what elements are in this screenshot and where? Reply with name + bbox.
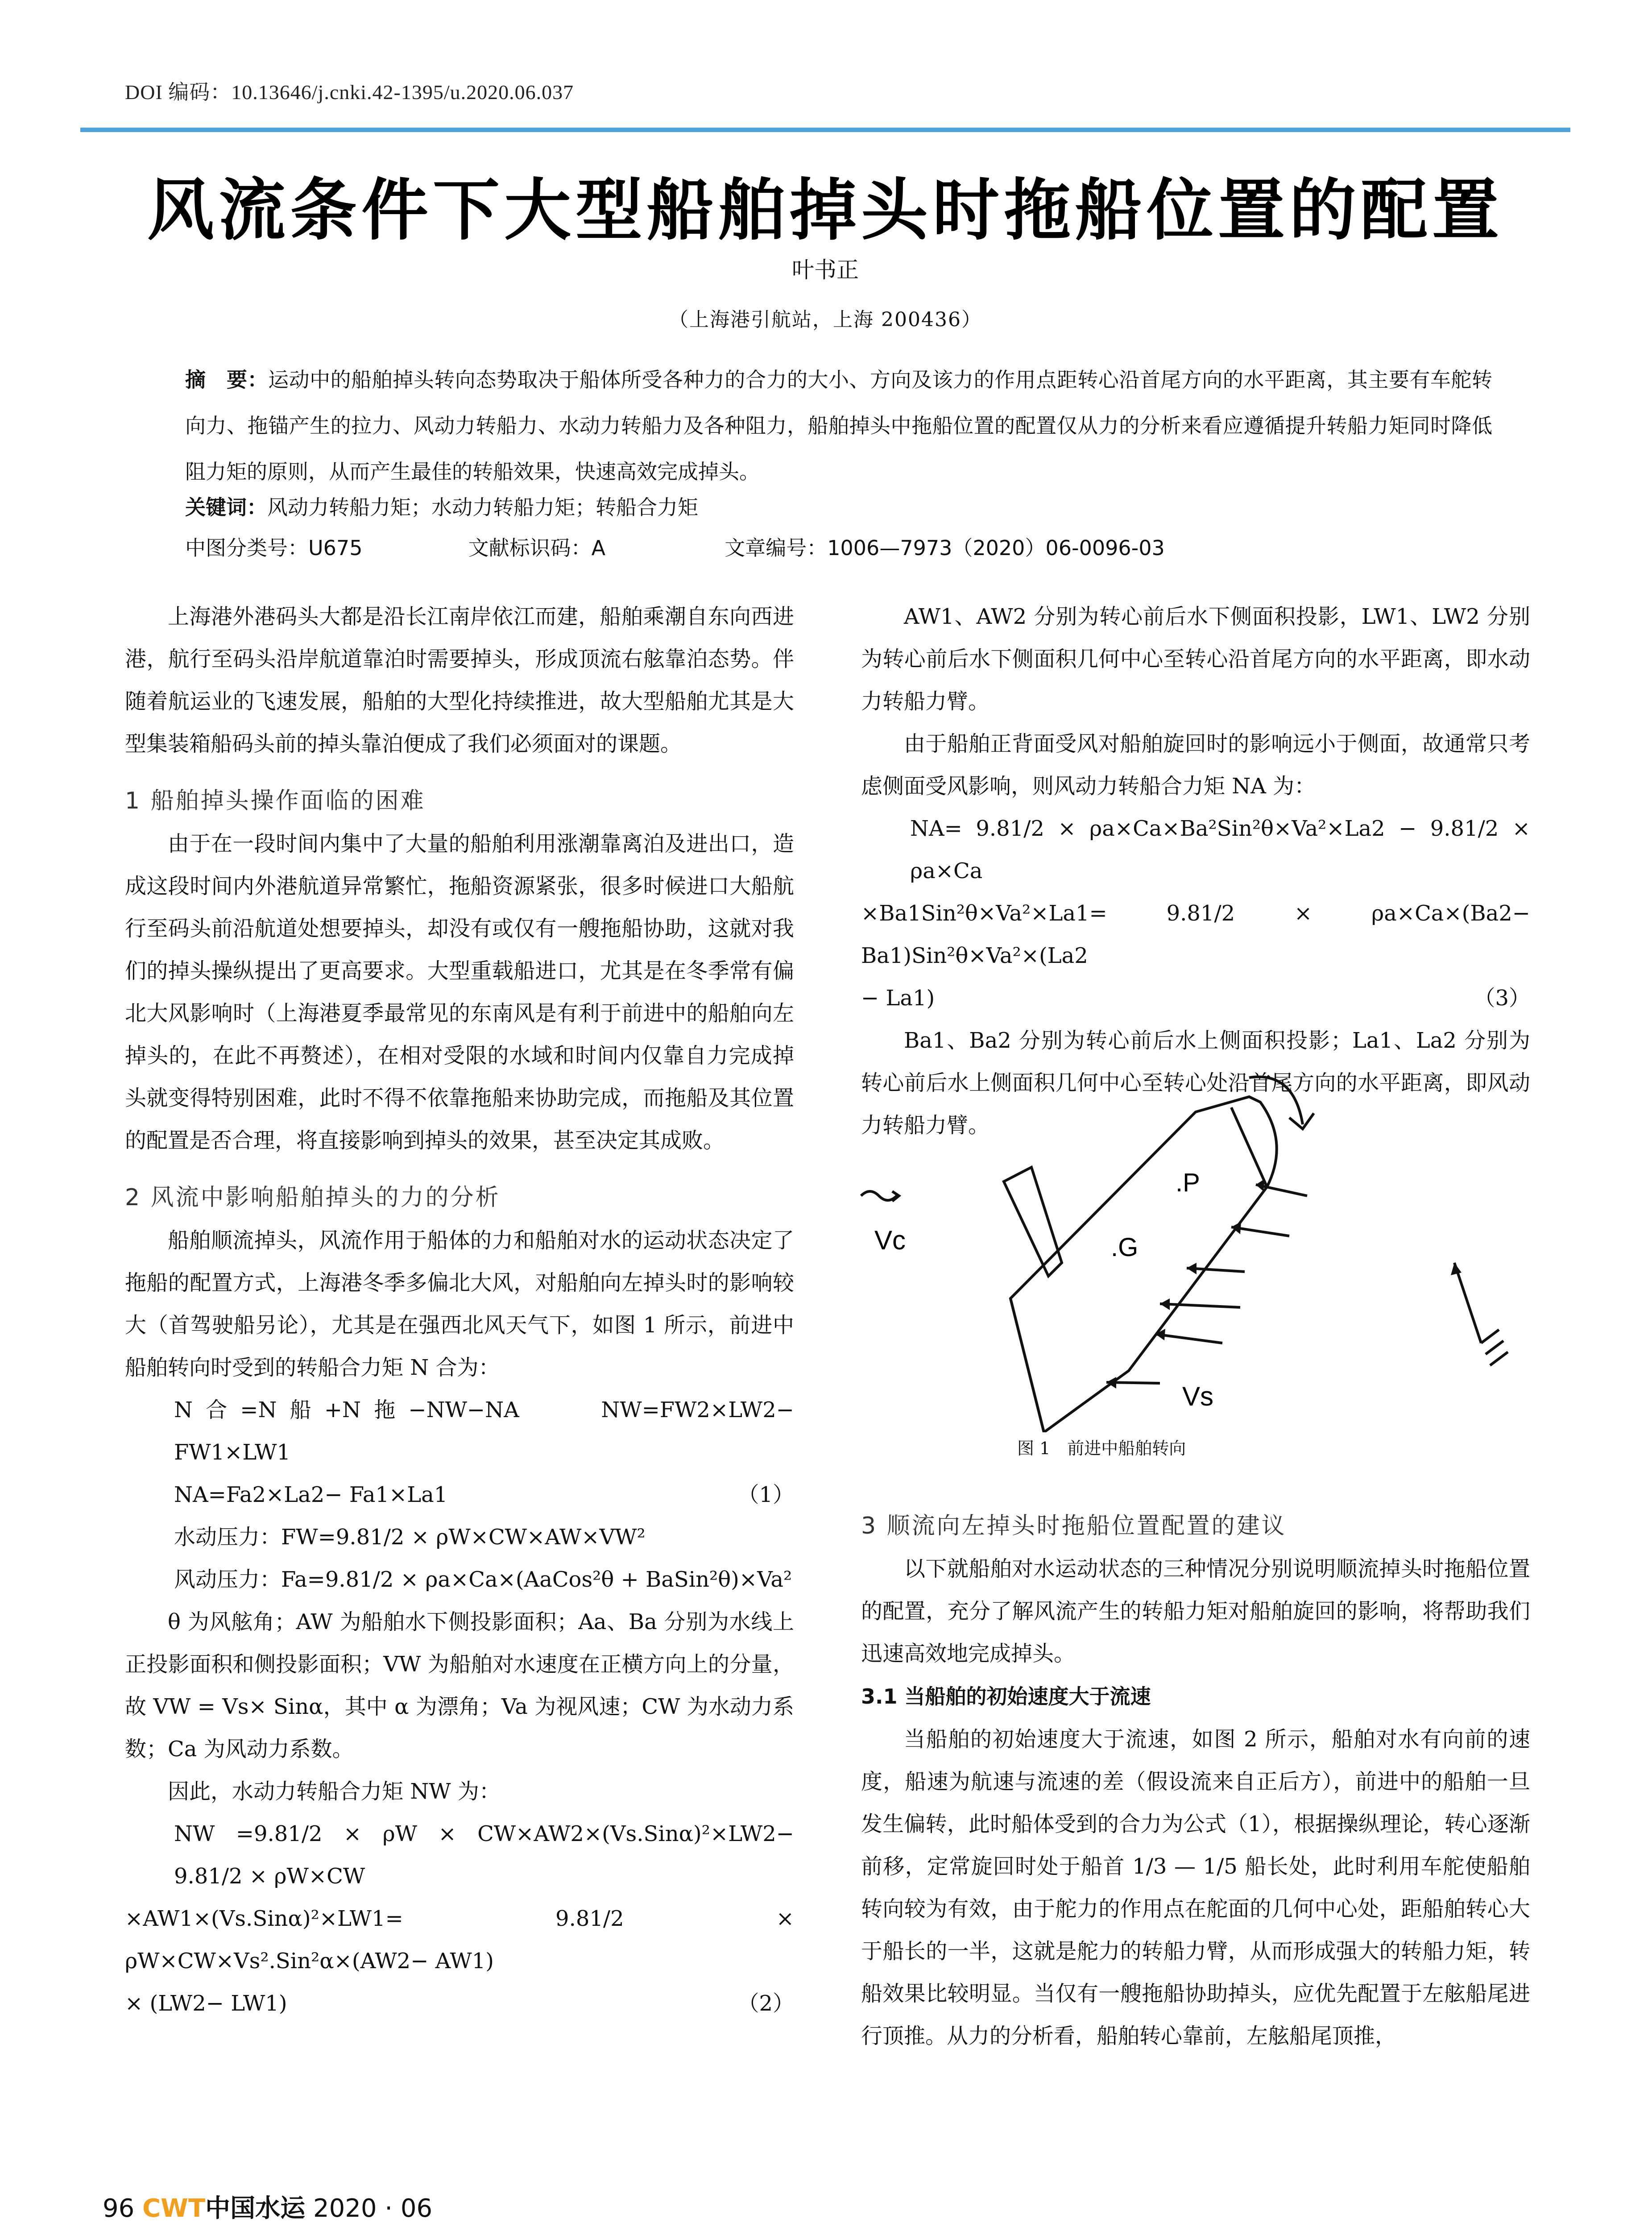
abstract	[185, 357, 1492, 495]
equation-fa: 风动压力：Fa=9.81/2 × ρa×Ca×(AaCos²θ + BaSin²θ)×Va²	[174, 1567, 792, 1592]
wind-barb-icon	[1481, 1330, 1508, 1365]
label-vs: Vs	[1182, 1381, 1214, 1411]
abstract-label: 摘 要：	[185, 368, 269, 392]
label-p: .P	[1176, 1168, 1200, 1197]
equation-3c-text: − La1)	[861, 986, 935, 1011]
equation-2a: NW =9.81/2 × ρW × CW×AW2×(Vs.Sinα)²×LW2− 9.81/2 × ρW×CW	[174, 1821, 801, 1889]
equation-3b: ×Ba1Sin²θ×Va²×La1= 9.81/2 × ρa×Ca×(Ba2− Ba1)Sin²θ×Va²×(La2	[861, 901, 1537, 968]
left-column	[125, 596, 801, 2025]
equation-2c-text: × (LW2− LW1)	[125, 1991, 287, 2016]
equation-3-number: （3）	[1474, 986, 1530, 1011]
section-3-paragraph: 以下就船舶对水运动状态的三种情况分别说明顺流掉头时拖船位置的配置，充分了解风流产生的转船力矩对船舶旋回的影响，将帮助我们迅速高效地完成掉头。	[861, 1556, 1530, 1666]
journal-name: 中国水运	[205, 2194, 306, 2223]
equation-1a: N合=N船+N拖−NW−NA NW=FW2×LW2− FW1×LW1	[174, 1397, 801, 1465]
current-arrowhead-4-icon	[1160, 1298, 1170, 1310]
ship-turning-diagram	[857, 1075, 1526, 1432]
intro-paragraph: 上海港外港码头大都是沿长江南岸依江而建，船舶乘潮自东向西进港，航行至码头沿岸航道靠泊时需要掉头，形成顶流右舷靠泊态势。伴随着航运业的飞速发展，船舶的大型化持续推进，故大型船舶尤其是大型集装箱船码头前的掉头靠泊便成了我们必须面对的课题。	[125, 604, 794, 756]
keywords-label: 关键词：	[185, 495, 267, 519]
equation-1-number: （1）	[737, 1482, 794, 1507]
figure-1-caption: 图 1 前进中船舶转向	[1017, 1439, 1186, 1458]
journal-logo: CWT	[142, 2194, 206, 2223]
doi-line: DOI 编码：10.13646/j.cnki.42-1395/u.2020.06.037	[125, 81, 574, 104]
label-g: .G	[1111, 1233, 1139, 1262]
equation-fw: 水动压力：FW=9.81/2 × ρW×CW×AW×VW²	[174, 1525, 646, 1550]
equation-1b	[125, 1474, 794, 1516]
page-number: 96	[103, 2194, 135, 2223]
doc-code: 文献标识码：A	[468, 536, 606, 560]
label-vc: Vc	[874, 1225, 906, 1255]
section-3-heading: 3 顺流向左掉头时拖船位置配置的建议	[861, 1513, 1287, 1539]
current-arrow-4-icon	[1160, 1304, 1240, 1307]
section-2-heading: 2 风流中影响船舶掉头的力的分析	[125, 1184, 501, 1211]
right-paragraph-3: Ba1、Ba2 分别为转心前后水上侧面积投影；La1、La2 分别为转心前后水上侧面积几何中心至转心处沿首尾方向的水平距离，即风动力转船力臂。	[861, 1028, 1530, 1138]
current-arrowhead-3-icon	[1187, 1263, 1197, 1274]
current-arrow-5-icon	[1155, 1334, 1222, 1343]
page-footer	[103, 2189, 432, 2224]
journal-issue: 2020 · 06	[313, 2194, 433, 2223]
author-name: 叶书正	[792, 257, 859, 283]
right-column-bottom	[861, 1490, 1530, 2057]
section-3-1-paragraph: 当船舶的初始速度大于流速，如图 2 所示，船舶对水有向前的速度，船速为航速与流速的差（假设流来自正后方），前进中的船舶一旦发生偏转，此时船体受到的合力为公式（1），根据操纵理论，转心逐渐前移，定常旋回时处于船首 1/3 — 1/5 船长处，此时利用车舵使船舶转向较为有效，由于舵力的作用点在舵面的几何中心处，距船舶转心大于船长的一半，这就是舵力的转船力臂，从而形成强大的转船力矩，转船效果比较明显。当仅有一艘拖船协助掉头，应优先配置于左舷船尾进行顶推。从力的分析看，船舶转心靠前，左舷船尾顶推，	[861, 1727, 1530, 2049]
equation-2c	[125, 1982, 794, 2025]
ship-bow-line	[1231, 1107, 1267, 1187]
section-1-paragraph: 由于在一段时间内集中了大量的船舶利用涨潮靠离泊及进出口，造成这段时间内外港航道异常繁忙，拖船资源紧张，很多时候进口大船航行至码头前沿航道处想要掉头，却没有或仅有一艘拖船协助，这就对我们的掉头操纵提出了更高要求。大型重载船进口，尤其是在冬季常有偏北大风影响时（上海港夏季最常见的东南风是有利于前进中的船舶向左掉头的，在此不再赘述），在相对受限的水域和时间内仅靠自力完成掉头就变得特别困难，此时不得不依靠拖船来协助完成，而拖船及其位置的配置是否合理，将直接影响到掉头的效果，甚至决定其成败。	[125, 831, 794, 1153]
equation-3c	[861, 977, 1530, 1020]
tug-boat-shape	[1004, 1167, 1062, 1276]
affiliation: （上海港引航站，上海 200436）	[669, 308, 982, 331]
section-3-1-heading: 3.1 当船舶的初始速度大于流速	[861, 1684, 1151, 1708]
ship-stern-line	[1010, 1298, 1044, 1432]
section-2-paragraph-3: 因此，水动力转船合力矩 NW 为：	[168, 1779, 501, 1804]
clc-number: 中图分类号：U675	[185, 536, 363, 560]
current-arrowhead-1-icon	[1256, 1179, 1265, 1191]
section-1-heading: 1 船舶掉头操作面临的困难	[125, 788, 426, 814]
right-column-top	[861, 596, 1537, 1147]
right-paragraph-2: 由于船舶正背面受风对船舶旋回时的影响远小于侧面，故通常只考虑侧面受风影响，则风动力转船合力矩 NA 为：	[861, 731, 1530, 799]
keywords	[185, 489, 1492, 525]
header-rule	[80, 128, 1570, 132]
keywords-text: 风动力转船力矩；水动力转船力矩；转船合力矩	[267, 495, 698, 519]
abstract-text: 运动中的船舶掉头转向态势取决于船体所受各种力的合力的大小、方向及该力的作用点距转心沿首尾方向的水平距离，其主要有车舵转向力、拖锚产生的拉力、风动力转船力、水动力转船力及各种阻力，船舶掉头中拖船位置的配置仅从力的分析来看应遵循提升转船力矩同时降低阻力矩的原则，从而产生最佳的转船效果，快速高效完成掉头。	[185, 368, 1493, 484]
wind-arrow-icon	[861, 1191, 897, 1200]
figure-1	[857, 1075, 1526, 1434]
right-paragraph-1: AW1、AW2 分别为转心前后水下侧面积投影，LW1、LW2 分别为转心前后水下侧面积几何中心至转心沿首尾方向的水平距离，即水动力转船力臂。	[861, 604, 1530, 714]
paper-title: 风流条件下大型船舶掉头时拖船位置的配置	[147, 171, 1503, 249]
equation-1b-text: NA=Fa2×La2− Fa1×La1	[174, 1482, 448, 1507]
article-number: 文章编号：1006—7973（2020）06-0096-03	[725, 536, 1165, 560]
section-2-paragraph-1: 船舶顺流掉头，风流作用于船体的力和船舶对水的运动状态决定了拖船的配置方式，上海港冬季多偏北大风，对船舶向左掉头时的影响较大（首驾驶船另论），尤其是在强西北风天气下，如图 1 所示，前进中船舶转向时受到的转船合力矩 N 合为：	[125, 1228, 794, 1380]
equation-2b: ×AW1×(Vs.Sinα)²×LW1= 9.81/2 × ρW×CW×Vs².Sin²α×(AW2− AW1)	[125, 1906, 801, 1974]
classification-line	[185, 532, 1492, 564]
wind-direction-arrow-icon	[1454, 1263, 1481, 1343]
equation-3a: NA= 9.81/2 × ρa×Ca×Ba²Sin²θ×Va²×La2 − 9.81/2 × ρa×Ca	[910, 816, 1537, 883]
equation-2-number: （2）	[737, 1991, 794, 2016]
section-2-paragraph-2: θ 为风舷角；AW 为船舶水下侧投影面积；Aa、Ba 分别为水线上正投影面积和侧投影面积；VW 为船舶对水速度在正横方向上的分量，故 VW = Vs× Sinα，其中 α 为漂角；Va 为视风速；CW 为水动力系数；Ca 为风动力系数。	[125, 1609, 794, 1762]
